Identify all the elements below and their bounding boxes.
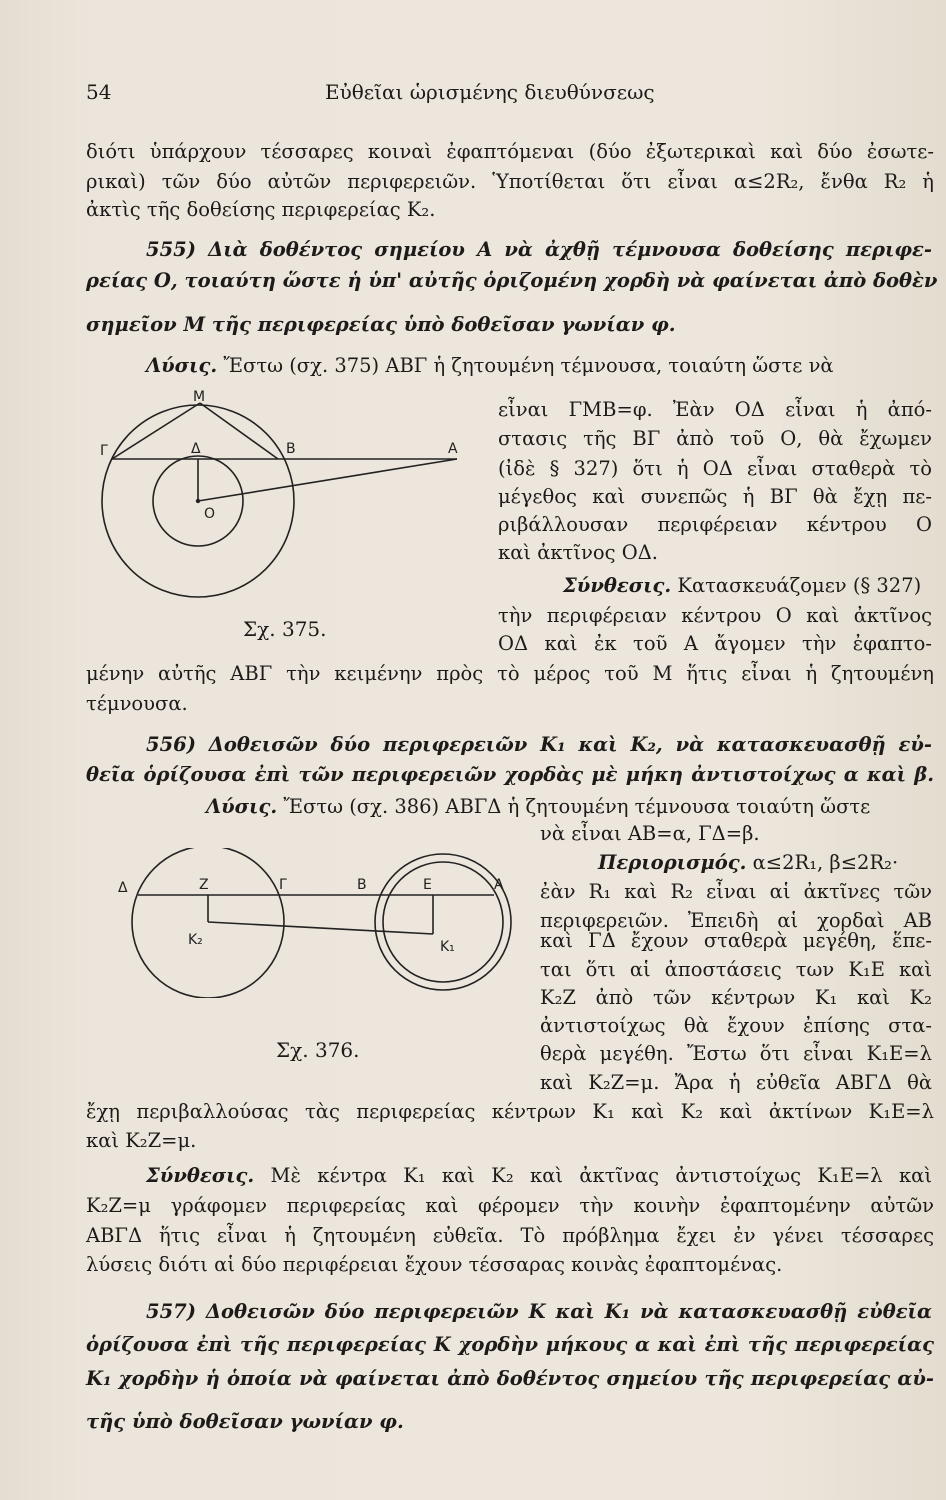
text-line: ἔχῃ περιβαλλούσας τὰς περιφερείας κέντρων K₁ καὶ K₂ καὶ ἀκτίνων K₁E=λ: [86, 1100, 934, 1123]
figure-376-caption: Σχ. 376.: [276, 1038, 360, 1062]
solution-label: Λύσις.: [146, 354, 218, 377]
text-line: K₂Z=μ γράφομεν περιφερείας καὶ φέρομεν τὴν κοινὴν ἐφαπτομένην αὐτῶν: [86, 1194, 934, 1217]
text-line: εἶναι ΓΜΒ=φ. Ἐὰν ΟΔ εἶναι ἡ ἀπό-: [498, 398, 932, 421]
problem-556-title: 556) Δοθεισῶν δύο περιφερειῶν K₁ καὶ K₂, νὰ κατασκευασθῇ εὐ-: [146, 733, 932, 756]
solution-line: [206, 795, 870, 819]
segment-OA: [198, 459, 457, 501]
label-Z: Z: [199, 877, 209, 893]
text-line: λύσεις διότι αἱ δύο περιφέρειαι ἔχουν τέσσαρας κοινὰς ἐφαπτομένας.: [86, 1253, 783, 1276]
label-K2: K₂: [188, 932, 203, 948]
label-A: A: [448, 441, 458, 457]
figure-375: [96, 390, 496, 606]
text-line: (ἰδὲ § 327) ὅτι ἡ ΟΔ εἶναι σταθερὰ τὸ: [498, 457, 932, 480]
label-A: A: [494, 877, 504, 893]
text-line: τὴν περιφέρειαν κέντρου Ο καὶ ἀκτῖνος: [498, 604, 932, 627]
text-line: τέμνουσα.: [86, 692, 188, 715]
synthesis-text: Κατασκευάζομεν (§ 327): [677, 574, 922, 597]
solution-label: Λύσις.: [206, 795, 278, 818]
text-line: θερὰ μεγέθη. Ἔστω ὅτι εἶναι K₁E=λ: [540, 1042, 932, 1065]
center-line: [208, 922, 433, 934]
text-line: ρικαὶ) τῶν δύο αὐτῶν περιφερειῶν. Ὑποτίθεται ὅτι εἶναι α≤2R₂, ἔνθα R₂ ἡ: [86, 170, 934, 193]
figure-375-caption: Σχ. 375.: [243, 617, 327, 641]
problem-557-title: τῆς ὑπὸ δοθεῖσαν γωνίαν φ.: [86, 1410, 404, 1433]
label-D: Δ: [118, 880, 128, 896]
text-line: ται ὅτι αἱ ἀποστάσεις των K₁E καὶ: [540, 958, 932, 981]
text-line: μένην αὐτῆς ΑΒΓ τὴν κειμένην πρὸς τὸ μέρος τοῦ Μ ἥτις εἶναι ἡ ζητουμένη: [86, 662, 934, 685]
limitation-label: Περιορισμός.: [598, 851, 747, 874]
limitation-text: α≤2R₁, β≤2R₂·: [752, 851, 899, 874]
figure-376: [110, 848, 522, 998]
solution-line: [146, 354, 834, 378]
label-B: B: [357, 877, 367, 893]
text-line: μέγεθος καὶ συνεπῶς ἡ ΒΓ θὰ ἔχῃ πε-: [498, 485, 932, 508]
label-M: M: [193, 390, 206, 405]
label-B: B: [286, 441, 296, 457]
synthesis-line: [146, 1164, 932, 1188]
running-title: Εὐθεῖαι ὡρισμένης διευθύνσεως: [325, 80, 655, 104]
problem-557-title: ὁρίζουσα ἐπὶ τῆς περιφερείας K χορδὴν μήκους α καὶ ἐπὶ τῆς περιφερείας: [86, 1333, 934, 1356]
segment-MG: [112, 403, 200, 459]
label-G: Γ: [100, 443, 108, 459]
label-G: Γ: [279, 877, 287, 893]
problem-555-title: ρείας Ο, τοιαύτη ὥστε ἡ ὑπ' αὐτῆς ὁριζομένη χορδὴ νὰ φαίνεται ἀπὸ δοθὲν: [86, 269, 938, 292]
problem-555-title: 555) Διὰ δοθέντος σημείου Α νὰ ἀχθῇ τέμνουσα δοθείσης περιφε-: [146, 238, 932, 261]
text-line: ἀκτὶς τῆς δοθείσης περιφερείας K₂.: [86, 198, 436, 221]
circle-K1: [375, 854, 511, 990]
problem-556-title: θεῖα ὁρίζουσα ἐπὶ τῶν περιφερειῶν χορδὰς μὲ μήκη ἀντιστοίχως α καὶ β.: [86, 763, 934, 786]
problem-557-title: K₁ χορδὴν ἡ ὁποία νὰ φαίνεται ἀπὸ δοθέντος σημείου τῆς περιφερείας αὐ-: [86, 1367, 934, 1390]
synthesis-label: Σύνθεσις.: [563, 574, 672, 597]
text-line: καὶ ἀκτῖνος ΟΔ.: [498, 541, 658, 564]
problem-557-title: 557) Δοθεισῶν δύο περιφερειῶν K καὶ K₁ νὰ κατασκευασθῇ εὐθεῖα: [146, 1300, 932, 1323]
text-line: ΟΔ καὶ ἐκ τοῦ Α ἄγομεν τὴν ἐφαπτο-: [498, 632, 932, 655]
text-line: ἐὰν R₁ καὶ R₂ εἶναι αἱ ἀκτῖνες τῶν: [540, 880, 932, 903]
text-line: καὶ K₂Z=μ.: [86, 1129, 197, 1152]
label-K1: K₁: [440, 939, 455, 955]
problem-555-title: σημεῖον Μ τῆς περιφερείας ὑπὸ δοθεῖσαν γωνίαν φ.: [86, 313, 676, 336]
synthesis-text: Μὲ κέντρα K₁ καὶ K₂ καὶ ἀκτῖνας ἀντιστοίχως K₁E=λ καὶ: [270, 1164, 932, 1187]
synthesis-line: [563, 574, 921, 598]
label-E: E: [423, 877, 432, 893]
segment-MB: [200, 403, 278, 459]
circle-K1-inner: [383, 862, 503, 982]
text-line: διότι ὑπάρχουν τέσσαρες κοιναὶ ἐφαπτόμεναι (δύο ἐξωτερικαὶ καὶ δύο ἐσωτε-: [86, 140, 934, 163]
text-line: καὶ K₂Z=μ. Ἄρα ἡ εὐθεῖα ΑΒΓΔ θὰ: [540, 1071, 932, 1094]
text-line: ἀντιστοίχως θὰ ἔχουν ἐπίσης στα-: [540, 1014, 932, 1037]
limitation-line: [598, 851, 898, 875]
solution-text: Ἔστω (σχ. 375) ΑΒΓ ἡ ζητουμένη τέμνουσα, τοιαύτη ὥστε νὰ: [223, 354, 834, 377]
text-line: στασις τῆς ΒΓ ἀπὸ τοῦ Ο, θὰ ἔχωμεν: [498, 427, 932, 450]
text-line: καὶ ΓΔ ἔχουν σταθερὰ μεγέθη, ἕπε-: [540, 929, 932, 952]
label-D: Δ: [191, 441, 201, 457]
label-O: O: [204, 506, 216, 522]
text-line: περιφερειῶν. Ἐπειδὴ αἱ χορδαὶ ΑΒ: [540, 909, 932, 932]
center-point: [196, 499, 200, 503]
text-line: ΑΒΓΔ ἥτις εἶναι ἡ ζητουμένη εὐθεῖα. Τὸ πρόβλημα ἔχει ἐν γένει τέσσαρες: [86, 1224, 934, 1247]
text-line: K₂Z ἀπὸ τῶν κέντρων K₁ καὶ K₂: [540, 986, 932, 1009]
text-line: νὰ εἶναι ΑΒ=α, ΓΔ=β.: [540, 822, 760, 845]
circle-K2: [132, 848, 284, 998]
synthesis-label: Σύνθεσις.: [146, 1164, 255, 1187]
page-number: 54: [86, 80, 112, 104]
solution-text: Ἔστω (σχ. 386) ΑΒΓΔ ἡ ζητουμένη τέμνουσα τοιαύτη ὥστε: [283, 795, 871, 818]
text-line: ριβάλλουσαν περιφέρειαν κέντρου Ο: [498, 513, 932, 536]
